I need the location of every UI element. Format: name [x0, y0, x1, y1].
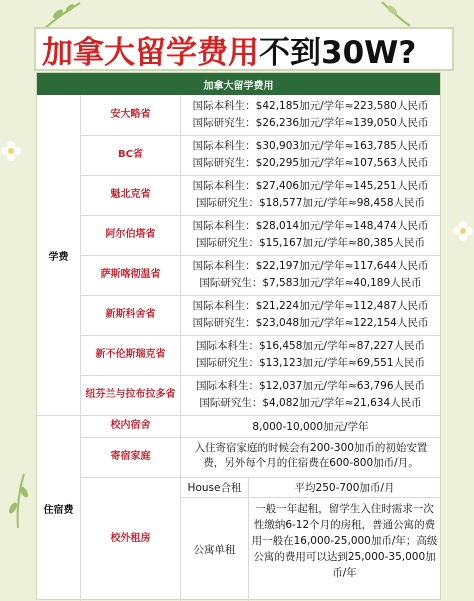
grad-fee: 国际研究生：$18,577加元/学年≈98,458人民币: [196, 197, 425, 209]
province-fees: [181, 95, 440, 135]
undergrad-fee: 国际本科生：$12,037加元/学年≈63,796人民币: [196, 380, 425, 392]
grad-fee: 国际研究生：$20,295加元/学年≈107,563人民币: [192, 157, 429, 169]
undergrad-fee: 国际本科生：$42,185加元/学年≈223,580人民币: [192, 100, 429, 112]
province-fees: [181, 375, 440, 415]
apartment-label: 公寓单租: [193, 543, 236, 556]
house-share-label: House合租: [187, 481, 242, 494]
grad-fee: 国际研究生：$23,048加元/学年≈122,154人民币: [192, 317, 429, 329]
province-name: 新不伦斯瑞克省: [95, 349, 166, 360]
flower-icon: [452, 220, 474, 242]
housing-category-label: 住宿费: [43, 504, 74, 516]
grad-fee: 国际研究生：$7,583加元/学年≈40,189人民币: [199, 277, 422, 289]
table-header: 加拿大留学费用: [37, 73, 440, 95]
province-name: 新斯科舍省: [105, 309, 156, 320]
fee-table: [36, 72, 441, 600]
province-name: 魁北克省: [110, 189, 151, 200]
province-fees: [181, 295, 440, 335]
on-campus-label: 校内宿舍: [110, 420, 151, 431]
homestay-label: 寄宿家庭: [110, 451, 151, 462]
apartment-value: 一般一年起租，留学生入住时需求一次性缴纳6-12个月的房租，普通公寓的费用一般在16,000-25,000加币/年；高级公寓的费用可以达到25,000-35,000加币/年: [251, 503, 438, 579]
undergrad-fee: 国际本科生：$28,014加元/学年≈148,474人民币: [192, 220, 429, 232]
province-name: 纽芬兰与拉布拉多省: [85, 389, 176, 400]
page-title: [34, 27, 454, 71]
leaf-sprig-icon: [4, 470, 32, 530]
grad-fee: 国际研究生：$13,123加元/学年≈69,551人民币: [196, 357, 425, 369]
province-name: 萨斯喀彻温省: [100, 269, 161, 280]
grad-fee: 国际研究生：$26,236加元/学年≈139,050人民币: [192, 117, 429, 129]
province-fees: [181, 215, 440, 255]
undergrad-fee: 国际本科生：$16,458加元/学年≈87,227人民币: [196, 340, 425, 352]
tuition-category-label: 学费: [48, 251, 69, 263]
grad-fee: 国际研究生：$4,082加元/学年≈21,634人民币: [199, 397, 422, 409]
house-share-value: 平均250-700加币/月: [294, 481, 395, 494]
title-red: 加拿大留学费用: [42, 34, 259, 71]
province-name: 阿尔伯塔省: [105, 229, 156, 240]
grad-fee: 国际研究生：$15,167加元/学年≈80,385人民币: [196, 237, 425, 249]
province-fees: [181, 135, 440, 175]
province-fees: [181, 255, 440, 295]
homestay-value: 入住寄宿家庭的时候会有200-300加币的初始安置费，另外每个月的住宿费在600-800加币/月。: [194, 442, 428, 469]
on-campus-value: 8,000-10,000加元/学年: [252, 420, 369, 433]
province-name: 安大略省: [110, 109, 151, 120]
off-campus-label: 校外租房: [110, 533, 151, 544]
undergrad-fee: 国际本科生：$30,903加元/学年≈163,785人民币: [192, 140, 429, 152]
leaf-sprig-icon: [40, 0, 90, 30]
province-name: BC省: [118, 149, 143, 160]
undergrad-fee: 国际本科生：$22,197加元/学年≈117,644人民币: [192, 260, 429, 272]
undergrad-fee: 国际本科生：$21,224加元/学年≈112,487人民币: [192, 300, 429, 312]
province-fees: [181, 335, 440, 375]
province-fees: [181, 175, 440, 215]
flower-icon: [0, 140, 22, 162]
leaf-sprig-icon: [380, 0, 420, 28]
title-black: 不到30W?: [259, 34, 417, 71]
undergrad-fee: 国际本科生：$27,406加元/学年≈145,251人民币: [192, 180, 429, 192]
